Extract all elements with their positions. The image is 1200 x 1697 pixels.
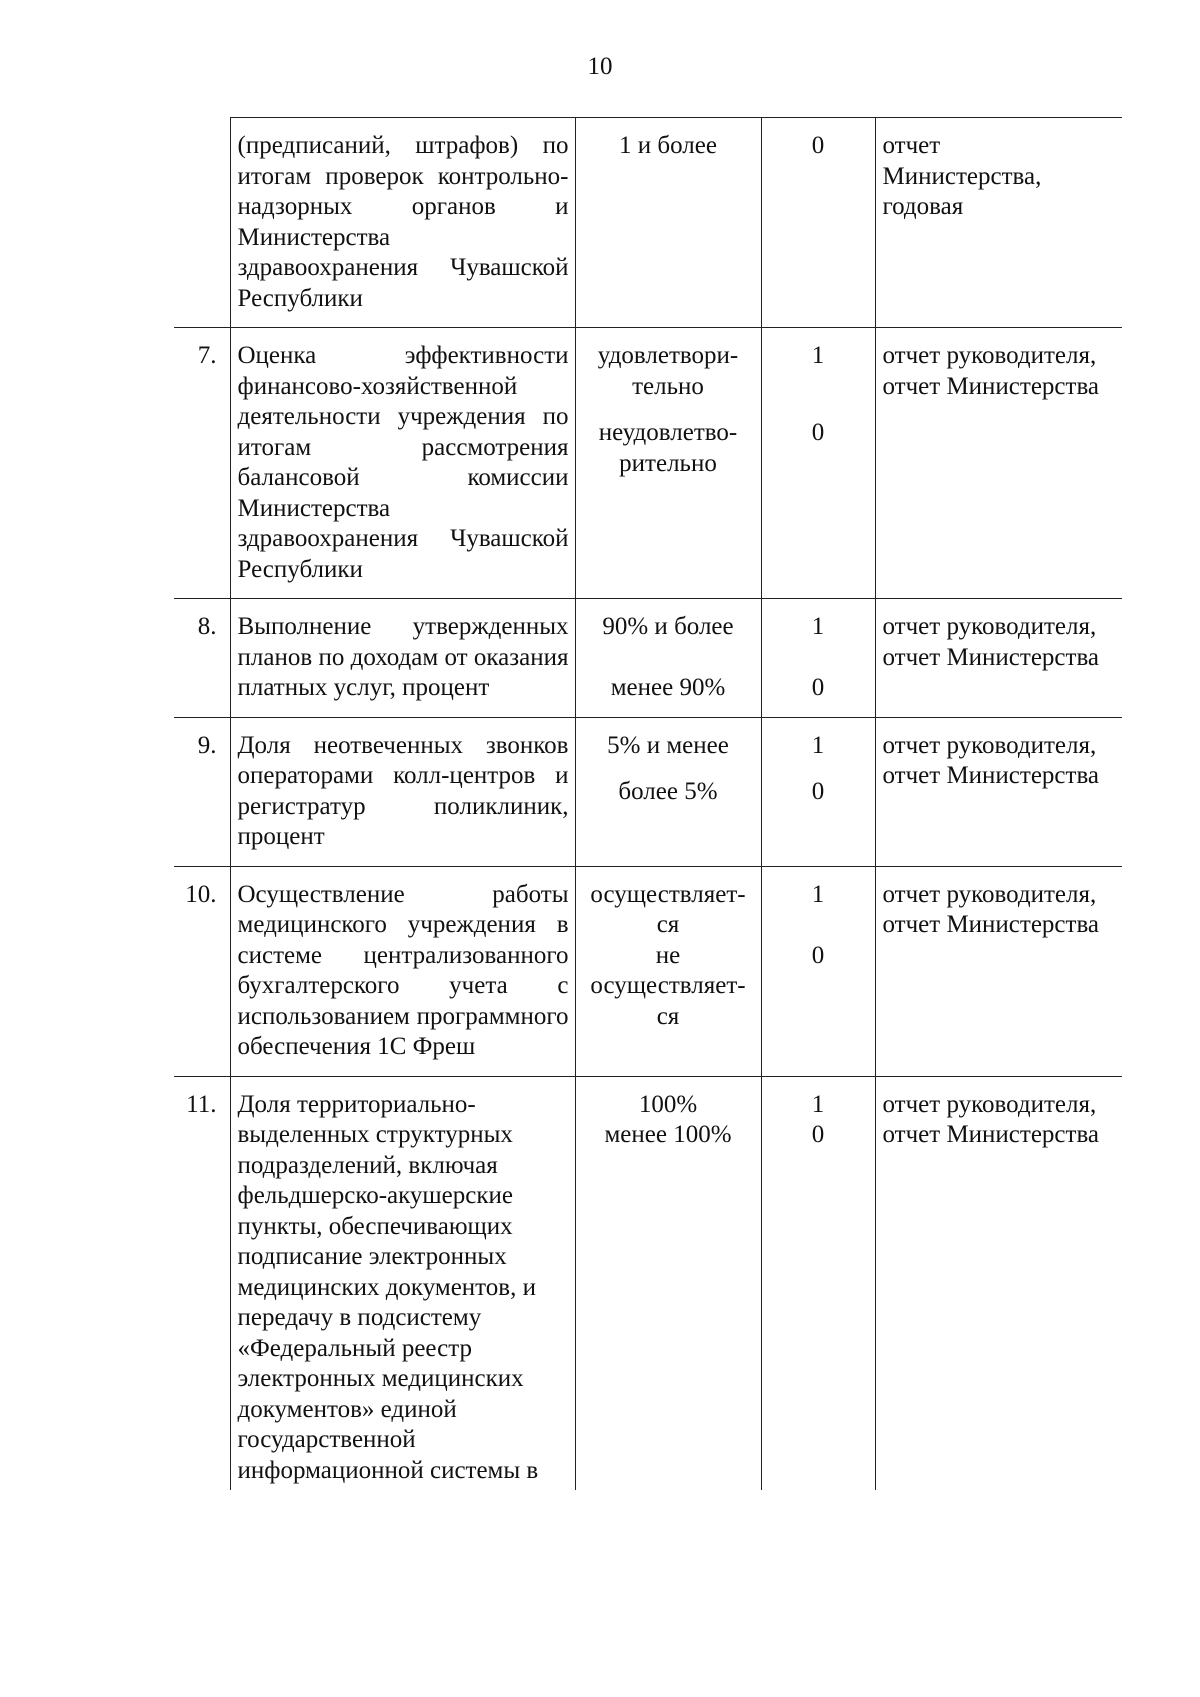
points-option: 0 xyxy=(811,941,825,969)
criterion-description xyxy=(230,118,575,328)
criterion-text: Оценка эффективности финансово-хозяйственной деятельности учреждения по итогам рассмотрения балансовой комиссии Министерства здравоохранения Чувашской Республики xyxy=(237,342,569,583)
criterion-text: (предписаний, штрафов) по итогам проверок контрольно-надзорных органов и Министерства здравоохранения Чувашской Республики xyxy=(237,132,569,312)
table-row xyxy=(174,599,1122,718)
criterion-points xyxy=(761,717,875,866)
value-option: 100% xyxy=(638,1090,698,1118)
row-number: 9. xyxy=(174,717,230,866)
value-option: осуществляет-ся xyxy=(590,880,746,938)
value-option: 5% и менее xyxy=(607,731,729,759)
criteria-table xyxy=(174,117,1122,1490)
value-option: 90% и более xyxy=(602,613,734,640)
criterion-source xyxy=(875,118,1122,328)
criterion-source xyxy=(875,866,1122,1076)
table-row xyxy=(174,328,1122,599)
value-option: неудовлетво-рительно xyxy=(598,419,738,477)
value-option: 1 и более xyxy=(619,132,717,159)
criterion-description xyxy=(230,599,575,718)
criterion-values xyxy=(575,1076,761,1490)
criterion-points xyxy=(761,118,875,328)
criterion-text: Осуществление работы медицинского учреждения в системе централизованного бухгалтерского учета с использованием программного обеспечения 1С Фреш xyxy=(237,880,569,1060)
source-text: отчет руководителя, отчет Министерства xyxy=(882,1090,1100,1148)
criterion-source xyxy=(875,1076,1122,1490)
value-option: более 5% xyxy=(618,778,718,805)
points-option: 1 xyxy=(811,880,825,908)
table-row xyxy=(174,118,1122,328)
row-number: 7. xyxy=(174,328,230,599)
row-number: 11. xyxy=(174,1076,230,1490)
source-text: отчет руководителя, отчет Министерства xyxy=(882,731,1100,789)
value-option: менее 100% xyxy=(604,1121,732,1148)
value-option: удовлетвори-тельно xyxy=(597,342,739,400)
value-option: менее 90% xyxy=(610,673,726,701)
criterion-points xyxy=(761,1076,875,1490)
criterion-text: Выполнение утвержденных планов по доходам от оказания платных услуг, процент xyxy=(237,613,569,701)
criterion-source xyxy=(875,717,1122,866)
table-row xyxy=(174,717,1122,866)
source-text: отчет руководителя, отчет Министерства xyxy=(882,613,1100,671)
criterion-source xyxy=(875,599,1122,718)
source-text: отчет руководителя, отчет Министерства xyxy=(882,880,1100,938)
criterion-values xyxy=(575,866,761,1076)
points-option: 0 xyxy=(811,418,825,446)
criterion-description xyxy=(230,1076,575,1490)
criterion-description xyxy=(230,866,575,1076)
points-option: 0 xyxy=(811,778,825,805)
source-text: отчет Министерства, годовая xyxy=(882,132,1042,220)
points-option: 1 xyxy=(811,342,825,369)
criterion-points xyxy=(761,599,875,718)
row-number: 8. xyxy=(174,599,230,718)
criterion-values xyxy=(575,328,761,599)
criterion-values xyxy=(575,599,761,718)
value-option: не осуществляет-ся xyxy=(590,941,746,1030)
criterion-text: Доля территориально-выделенных структурных подразделений, включая фельдшерско-акушерские пункты, обеспечивающих подписание электронных медицинских документов, и передачу в подсистему «Федеральный реестр электронных медицинских документов» единой государственной информационной системы в xyxy=(237,1090,539,1484)
source-text: отчет руководителя, отчет Министерства xyxy=(882,342,1100,400)
criterion-points xyxy=(761,866,875,1076)
points-option: 1 xyxy=(811,613,825,640)
page-number: 10 xyxy=(587,53,613,80)
points-option: 0 xyxy=(811,673,825,701)
points-option: 1 xyxy=(811,1090,825,1118)
criterion-description xyxy=(230,328,575,599)
criterion-description xyxy=(230,717,575,866)
table-row xyxy=(174,1076,1122,1490)
criterion-text: Доля неотвеченных звонков операторами колл-центров и регистратур поликлиник, процент xyxy=(237,731,569,850)
criterion-values xyxy=(575,118,761,328)
points-option: 0 xyxy=(811,1121,825,1148)
criterion-values xyxy=(575,717,761,866)
criterion-points xyxy=(761,328,875,599)
row-number: 10. xyxy=(174,866,230,1076)
table-row xyxy=(174,866,1122,1076)
criterion-source xyxy=(875,328,1122,599)
row-number xyxy=(174,118,230,328)
points-option: 1 xyxy=(811,731,825,759)
points-option: 0 xyxy=(811,132,825,159)
